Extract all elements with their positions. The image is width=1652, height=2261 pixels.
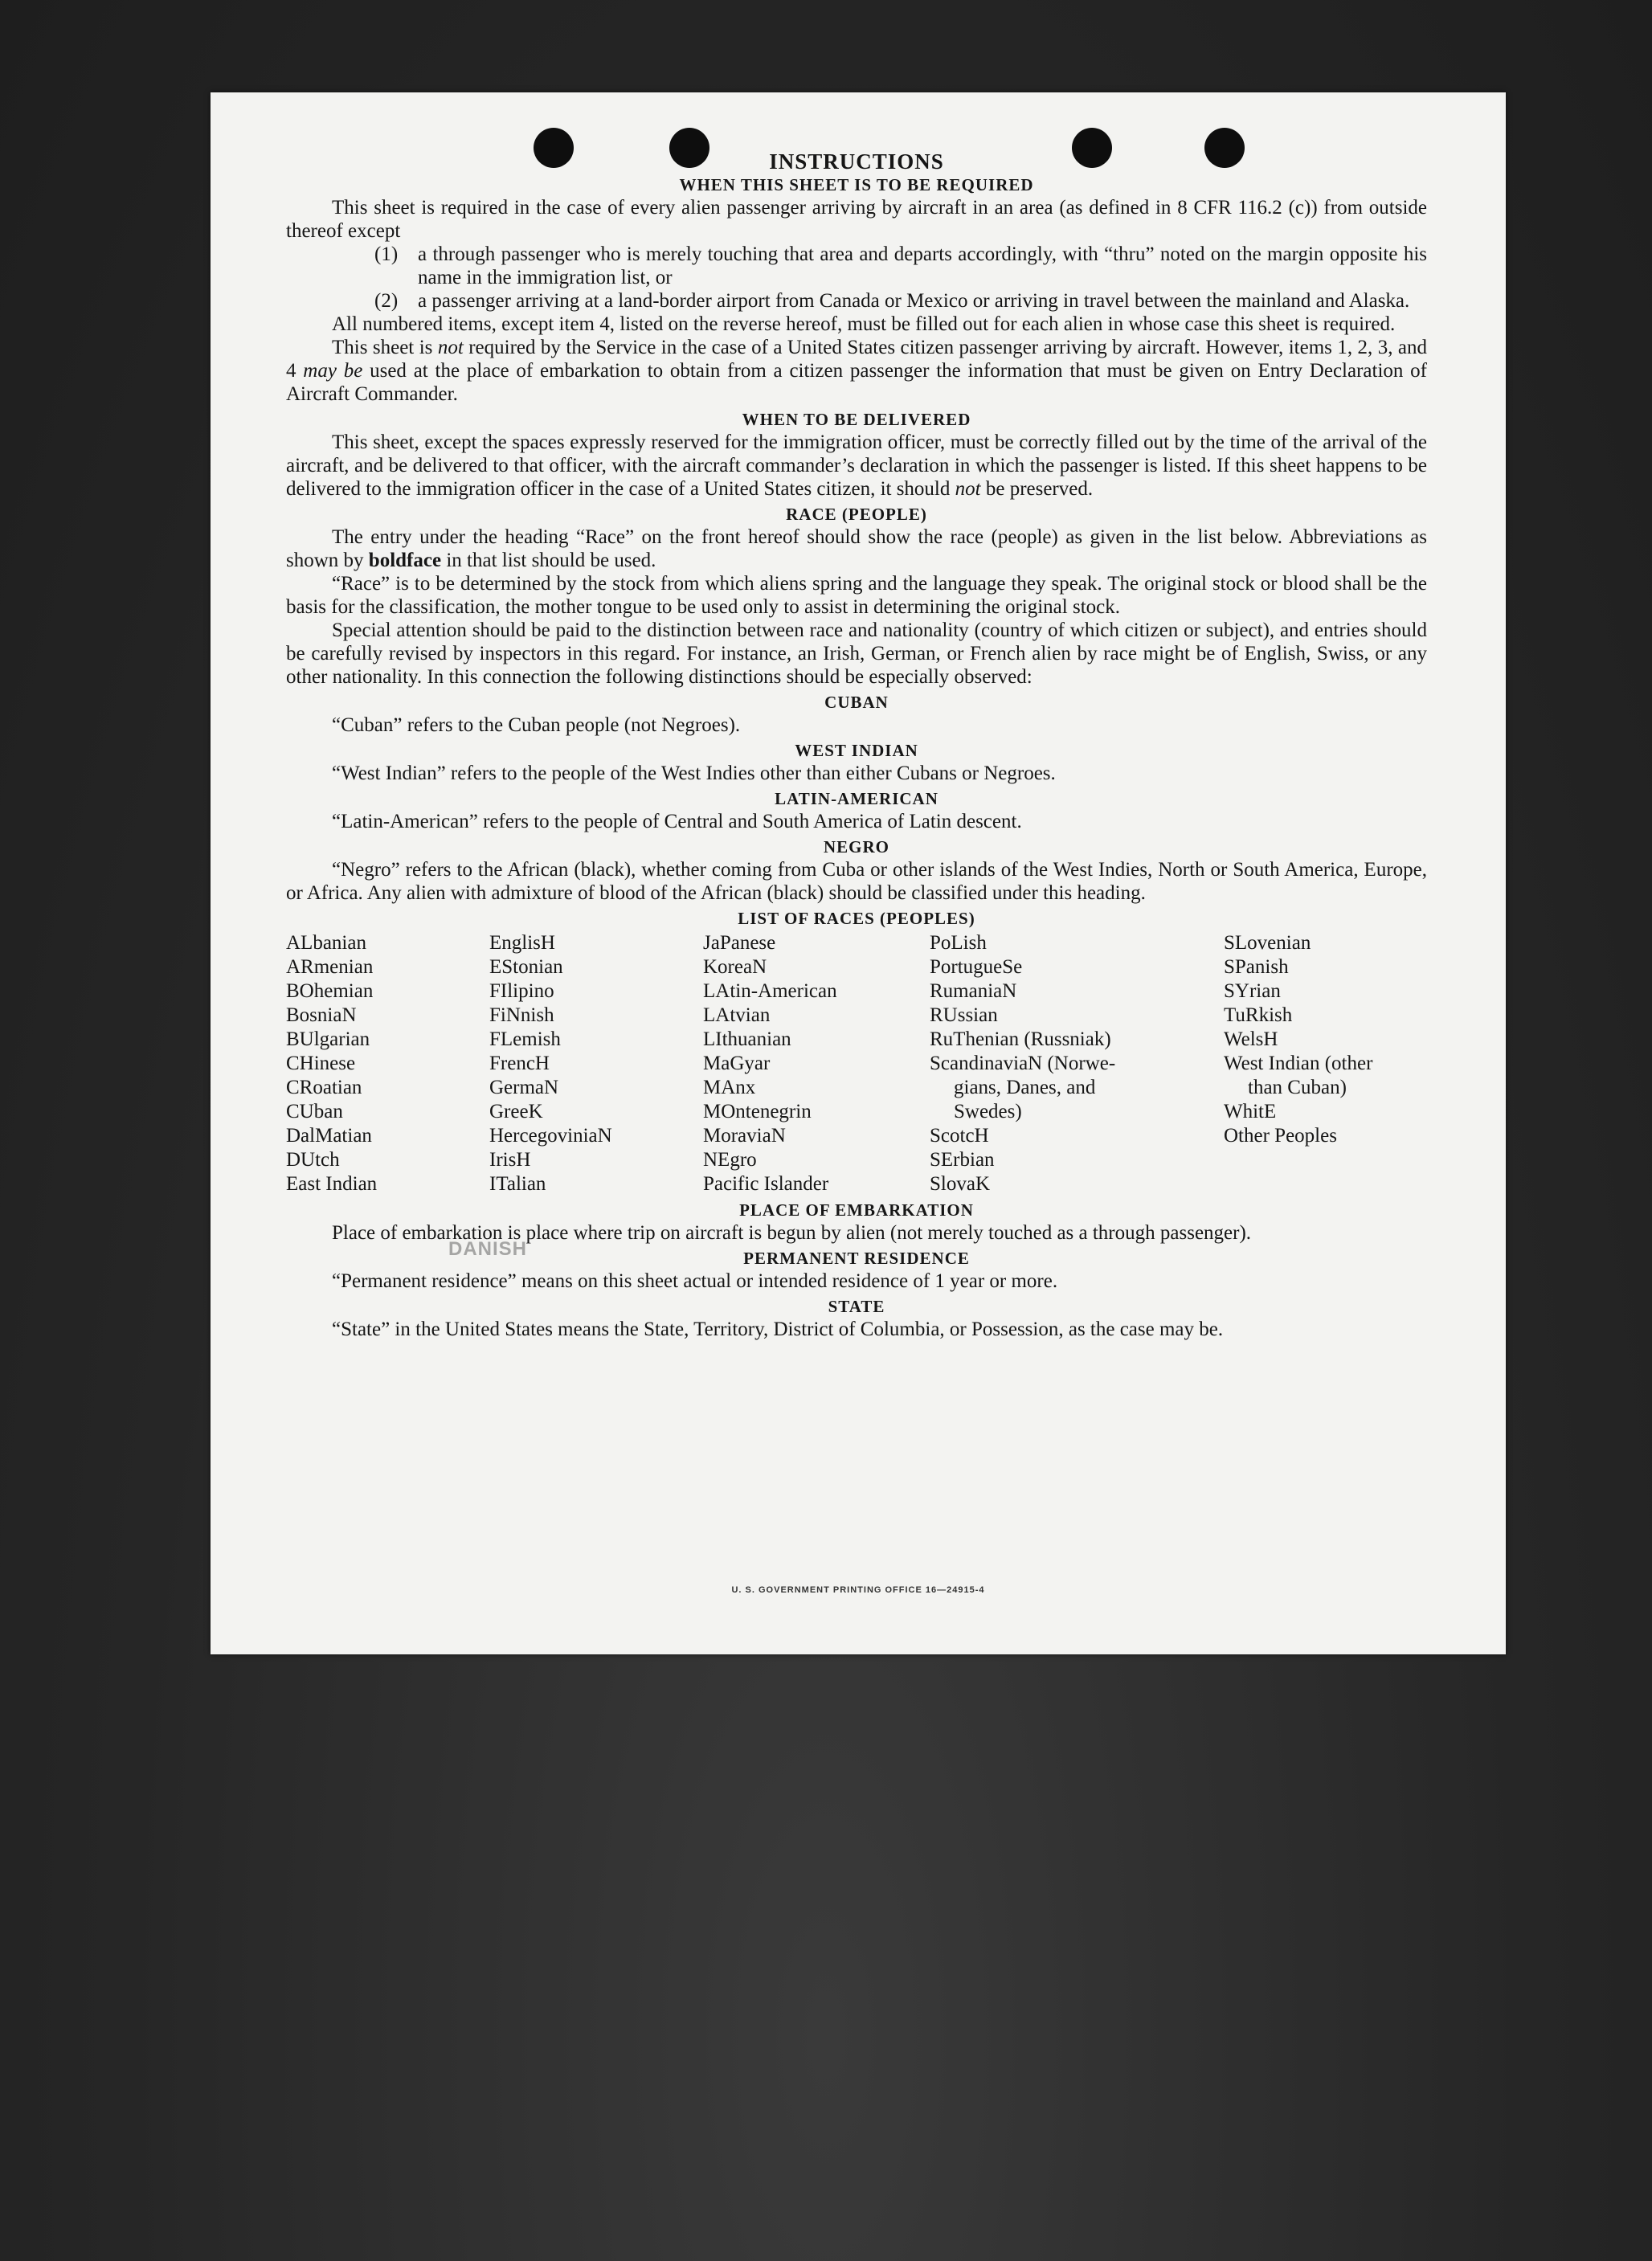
heading-place-of-embarkation: PLACE OF EMBARKATION — [739, 1200, 974, 1220]
paragraph-numbered-items: All numbered items, except item 4, listed on the reverse hereof, must be filled out for each alien in whose case this sheet is required. — [332, 313, 1396, 335]
heading-list-of-races: LIST OF RACES (PEOPLES) — [738, 909, 975, 928]
paragraph-latin-american: “Latin-American” refers to the people of Central and South America of Latin descent. — [332, 811, 1022, 832]
text-run: The entry under the heading “Race” on the front hereof should show the race (people) as given in the list below. Abbreviations as shown by — [286, 526, 1427, 571]
document-page — [211, 92, 1506, 1654]
emphasis-not: not — [955, 478, 981, 500]
paragraph-embarkation: Place of embarkation is place where trip on aircraft is begun by alien (not merely touched as a through passenger). — [332, 1222, 1252, 1244]
race-entry: JaPanese — [703, 932, 776, 954]
heading-permanent-residence: PERMANENT RESIDENCE — [743, 1249, 970, 1268]
race-entry: Other Peoples — [1224, 1125, 1337, 1147]
text-run: in that list should be used. — [441, 550, 656, 571]
race-entry: GreeK — [489, 1101, 543, 1122]
race-entry: EStonian — [489, 956, 563, 978]
race-entry: SLovenian — [1224, 932, 1311, 954]
text-run: This sheet is — [332, 337, 438, 358]
race-entry: MaGyar — [703, 1053, 771, 1074]
race-entry: LAtvian — [703, 1004, 771, 1026]
race-entry: WelsH — [1224, 1028, 1278, 1050]
race-entry: LAtin-American — [703, 980, 837, 1002]
race-entry: than Cuban) — [1248, 1077, 1347, 1098]
race-entry: CRoatian — [286, 1077, 362, 1098]
race-entry: BUlgarian — [286, 1028, 370, 1050]
race-entry: MAnx — [703, 1077, 756, 1098]
race-entry: KoreaN — [703, 956, 767, 978]
exception-number: (1) — [374, 243, 399, 265]
race-entry: ALbanian — [286, 932, 366, 954]
exception-item — [374, 289, 1427, 313]
race-entry: WhitE — [1224, 1101, 1277, 1122]
race-entry: FrencH — [489, 1053, 550, 1074]
races-column-3 — [703, 931, 930, 1196]
races-column-4 — [930, 931, 1224, 1196]
race-entry: ARmenian — [286, 956, 374, 978]
exception-item — [374, 243, 1427, 289]
page-title: INSTRUCTIONS — [769, 149, 944, 174]
paragraph-citizen — [286, 336, 1427, 406]
paragraph-negro: “Negro” refers to the African (black), whether coming from Cuba or other islands of the West Indies, North or South America, Europe, or Africa. Any alien with admixture of blood of the African (black) should be classified under this heading. — [286, 859, 1427, 904]
races-column-5 — [1224, 931, 1427, 1196]
race-entry: PortugueSe — [930, 956, 1023, 978]
race-entry: MoraviaN — [703, 1125, 786, 1147]
race-entry: EnglisH — [489, 932, 555, 954]
heading-cuban: CUBAN — [824, 693, 889, 712]
paragraph-state: “State” in the United States means the State, Territory, District of Columbia, or Possession, as the case may be. — [332, 1319, 1224, 1340]
race-entry: Swedes) — [954, 1101, 1022, 1122]
emphasis-may-be: may be — [303, 360, 363, 382]
race-entry: West Indian (other — [1224, 1053, 1373, 1074]
paragraph-required-intro: This sheet is required in the case of every alien passenger arriving by aircraft in an area (as defined in 8 CFR 116.2 (c)) from outside thereof except — [286, 197, 1427, 242]
text-run: required by the Service in the case of a United States citizen passenger arriving by aircraft. However, items 1, 2, 3, and 4 — [286, 337, 1427, 382]
heading-negro: NEGRO — [823, 837, 889, 857]
race-entry: CUban — [286, 1101, 343, 1122]
races-table — [286, 931, 1427, 1196]
exception-text: a passenger arriving at a land-border airport from Canada or Mexico or arriving in travel between the mainland and Alaska. — [418, 290, 1410, 312]
race-entry: RUssian — [930, 1004, 998, 1026]
race-entry: BosniaN — [286, 1004, 357, 1026]
emphasis-not: not — [437, 337, 464, 358]
paragraph-race-nationality: Special attention should be paid to the distinction between race and nationality (country of which citizen or subject), and entries should be carefully revised by inspectors in this regard. For instance, an Irish, German, or French alien by race might be of English, Swiss, or any other nationality. In this connection the following distinctions should be especially observed: — [286, 619, 1427, 688]
race-entry: RuThenian (Russniak) — [930, 1028, 1111, 1050]
printer-imprint: U. S. GOVERNMENT PRINTING OFFICE 16—24915-4 — [731, 1585, 985, 1595]
race-entry: CHinese — [286, 1053, 356, 1074]
paragraph-delivered — [286, 431, 1427, 501]
races-column-2 — [489, 931, 703, 1196]
race-entry: DalMatian — [286, 1125, 372, 1147]
race-entry: SErbian — [930, 1149, 995, 1171]
race-entry: SPanish — [1224, 956, 1289, 978]
race-entry: LIthuanian — [703, 1028, 791, 1050]
race-entry: DUtch — [286, 1149, 340, 1171]
instructions-body — [286, 149, 1427, 1341]
race-entry: PoLish — [930, 932, 987, 954]
faint-stamp: DANISH — [448, 1238, 528, 1260]
heading-when-delivered: WHEN TO BE DELIVERED — [742, 410, 971, 429]
paragraph-race-stock: “Race” is to be determined by the stock from which aliens spring and the language they speak. The original stock or blood shall be the basis for the classification, the mother tongue to be used only to assist in determining the original stock. — [286, 573, 1427, 618]
paragraph-race-entry — [286, 525, 1427, 572]
race-entry: MOntenegrin — [703, 1101, 812, 1122]
paragraph-west-indian: “West Indian” refers to the people of the West Indies other than either Cubans or Negroes. — [332, 763, 1056, 784]
race-entry: ScotcH — [930, 1125, 989, 1147]
race-entry: RumaniaN — [930, 980, 1017, 1002]
text-run: used at the place of embarkation to obtain from a citizen passenger the information that must be given on Entry Declaration of Aircraft Commander. — [286, 360, 1428, 405]
paragraph-cuban: “Cuban” refers to the Cuban people (not Negroes). — [332, 714, 741, 736]
race-entry: SYrian — [1224, 980, 1281, 1002]
race-entry: HercegoviniaN — [489, 1125, 612, 1147]
exception-text: a through passenger who is merely touching that area and departs accordingly, with “thru” noted on the margin opposite his name in the immigration list, or — [418, 243, 1427, 288]
race-entry: IrisH — [489, 1149, 531, 1171]
race-entry: ITalian — [489, 1173, 546, 1195]
heading-state: STATE — [828, 1297, 885, 1316]
exceptions-list — [286, 243, 1427, 313]
race-entry: FiNnish — [489, 1004, 554, 1026]
text-run: This sheet, except the spaces expressly reserved for the immigration officer, must be correctly filled out by the time of the arrival of the aircraft, and be delivered to that officer, with the aircraft commander’s declaration in which the passenger is listed. If this sheet happens to be delivered to the immigration officer in the case of a United States citizen, it should — [286, 431, 1427, 500]
race-entry: BOhemian — [286, 980, 374, 1002]
race-entry: gians, Danes, and — [954, 1077, 1096, 1098]
heading-when-required: WHEN THIS SHEET IS TO BE REQUIRED — [679, 175, 1034, 194]
race-entry: TuRkish — [1224, 1004, 1293, 1026]
heading-west-indian: WEST INDIAN — [795, 741, 918, 760]
text-run: be preserved. — [980, 478, 1094, 500]
race-entry: FIlipino — [489, 980, 554, 1002]
race-entry: East Indian — [286, 1173, 378, 1195]
paragraph-residence: “Permanent residence” means on this sheet actual or intended residence of 1 year or more. — [332, 1270, 1058, 1292]
race-entry: GermaN — [489, 1077, 559, 1098]
race-entry: Pacific Islander — [703, 1173, 829, 1195]
race-entry: SlovaK — [930, 1173, 990, 1195]
race-entry: ScandinaviaN (Norwe- — [930, 1053, 1116, 1074]
exception-number: (2) — [374, 290, 399, 312]
race-entry: FLemish — [489, 1028, 561, 1050]
races-column-1 — [286, 931, 489, 1196]
heading-race: RACE (PEOPLE) — [786, 505, 927, 524]
emphasis-boldface: boldface — [368, 550, 442, 571]
race-entry: NEgro — [703, 1149, 757, 1171]
heading-latin-american: LATIN-AMERICAN — [775, 789, 938, 808]
